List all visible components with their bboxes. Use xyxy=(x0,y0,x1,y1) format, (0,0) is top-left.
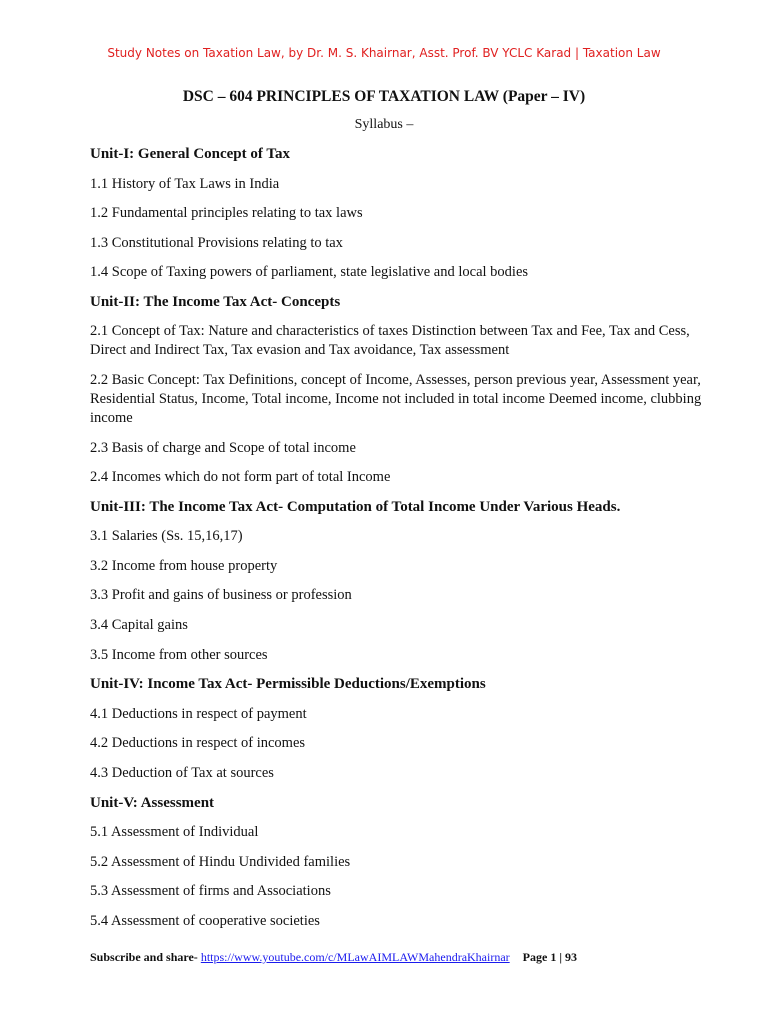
syllabus-item: 3.5 Income from other sources xyxy=(90,646,268,663)
unit-3 xyxy=(90,498,702,665)
document-title: DSC – 604 PRINCIPLES OF TAXATION LAW (Paper – IV) xyxy=(182,88,586,105)
syllabus-item: 3.3 Profit and gains of business or profession xyxy=(90,587,352,604)
running-header: Study Notes on Taxation Law, by Dr. M. S. Khairnar, Asst. Prof. BV YCLC Karad | Taxation Law xyxy=(107,46,661,60)
unit-5 xyxy=(90,794,702,931)
syllabus-content xyxy=(90,145,702,941)
syllabus-item: 3.2 Income from house property xyxy=(90,557,278,574)
youtube-channel-link[interactable]: https://www.youtube.com/c/MLawAIMLAWMahendraKhairnar xyxy=(200,950,510,964)
syllabus-item: 4.2 Deductions in respect of incomes xyxy=(90,735,306,752)
unit-1 xyxy=(90,145,702,282)
syllabus-item: 1.1 History of Tax Laws in India xyxy=(90,175,280,192)
unit-heading: Unit-III: The Income Tax Act- Computation of Total Income Under Various Heads. xyxy=(90,498,621,515)
syllabus-item: 3.4 Capital gains xyxy=(90,617,188,634)
syllabus-item: 5.2 Assessment of Hindu Undivided families xyxy=(90,853,351,870)
syllabus-item: 2.2 Basic Concept: Tax Definitions, concept of Income, Assesses, person previous year, Assessment year, Residential Status, Income, Total income, Income not included in total income Deemed income, clubbing income xyxy=(90,371,702,426)
syllabus-item: 1.4 Scope of Taxing powers of parliament, state legislative and local bodies xyxy=(90,264,529,281)
unit-heading: Unit-II: The Income Tax Act- Concepts xyxy=(90,293,341,310)
syllabus-item: 5.3 Assessment of firms and Associations xyxy=(90,883,331,900)
unit-4 xyxy=(90,675,702,783)
syllabus-item: 4.1 Deductions in respect of payment xyxy=(90,705,307,722)
syllabus-item: 2.1 Concept of Tax: Nature and characteristics of taxes Distinction between Tax and Fee, Tax and Cess, Direct and Indirect Tax, Tax evasion and Tax avoidance, Tax assessment xyxy=(90,323,690,359)
document-subtitle: Syllabus – xyxy=(354,117,414,132)
syllabus-item: 5.4 Assessment of cooperative societies xyxy=(90,912,320,929)
syllabus-item: 1.2 Fundamental principles relating to tax laws xyxy=(90,205,363,222)
subscribe-label: Subscribe and share- xyxy=(90,950,198,964)
unit-2 xyxy=(90,293,702,487)
page-footer xyxy=(90,950,577,965)
unit-heading: Unit-I: General Concept of Tax xyxy=(90,146,290,162)
syllabus-item: 5.1 Assessment of Individual xyxy=(90,824,259,840)
syllabus-item: 4.3 Deduction of Tax at sources xyxy=(90,764,274,781)
syllabus-item: 2.4 Incomes which do not form part of total Income xyxy=(90,469,391,486)
unit-heading: Unit-IV: Income Tax Act- Permissible Deductions/Exemptions xyxy=(90,676,486,693)
syllabus-item: 1.3 Constitutional Provisions relating to tax xyxy=(90,234,343,251)
unit-heading: Unit-V: Assessment xyxy=(90,794,215,811)
syllabus-item: 2.3 Basis of charge and Scope of total income xyxy=(90,439,356,456)
page-number: Page 1 | 93 xyxy=(522,950,577,964)
syllabus-item: 3.1 Salaries (Ss. 15,16,17) xyxy=(90,528,243,545)
